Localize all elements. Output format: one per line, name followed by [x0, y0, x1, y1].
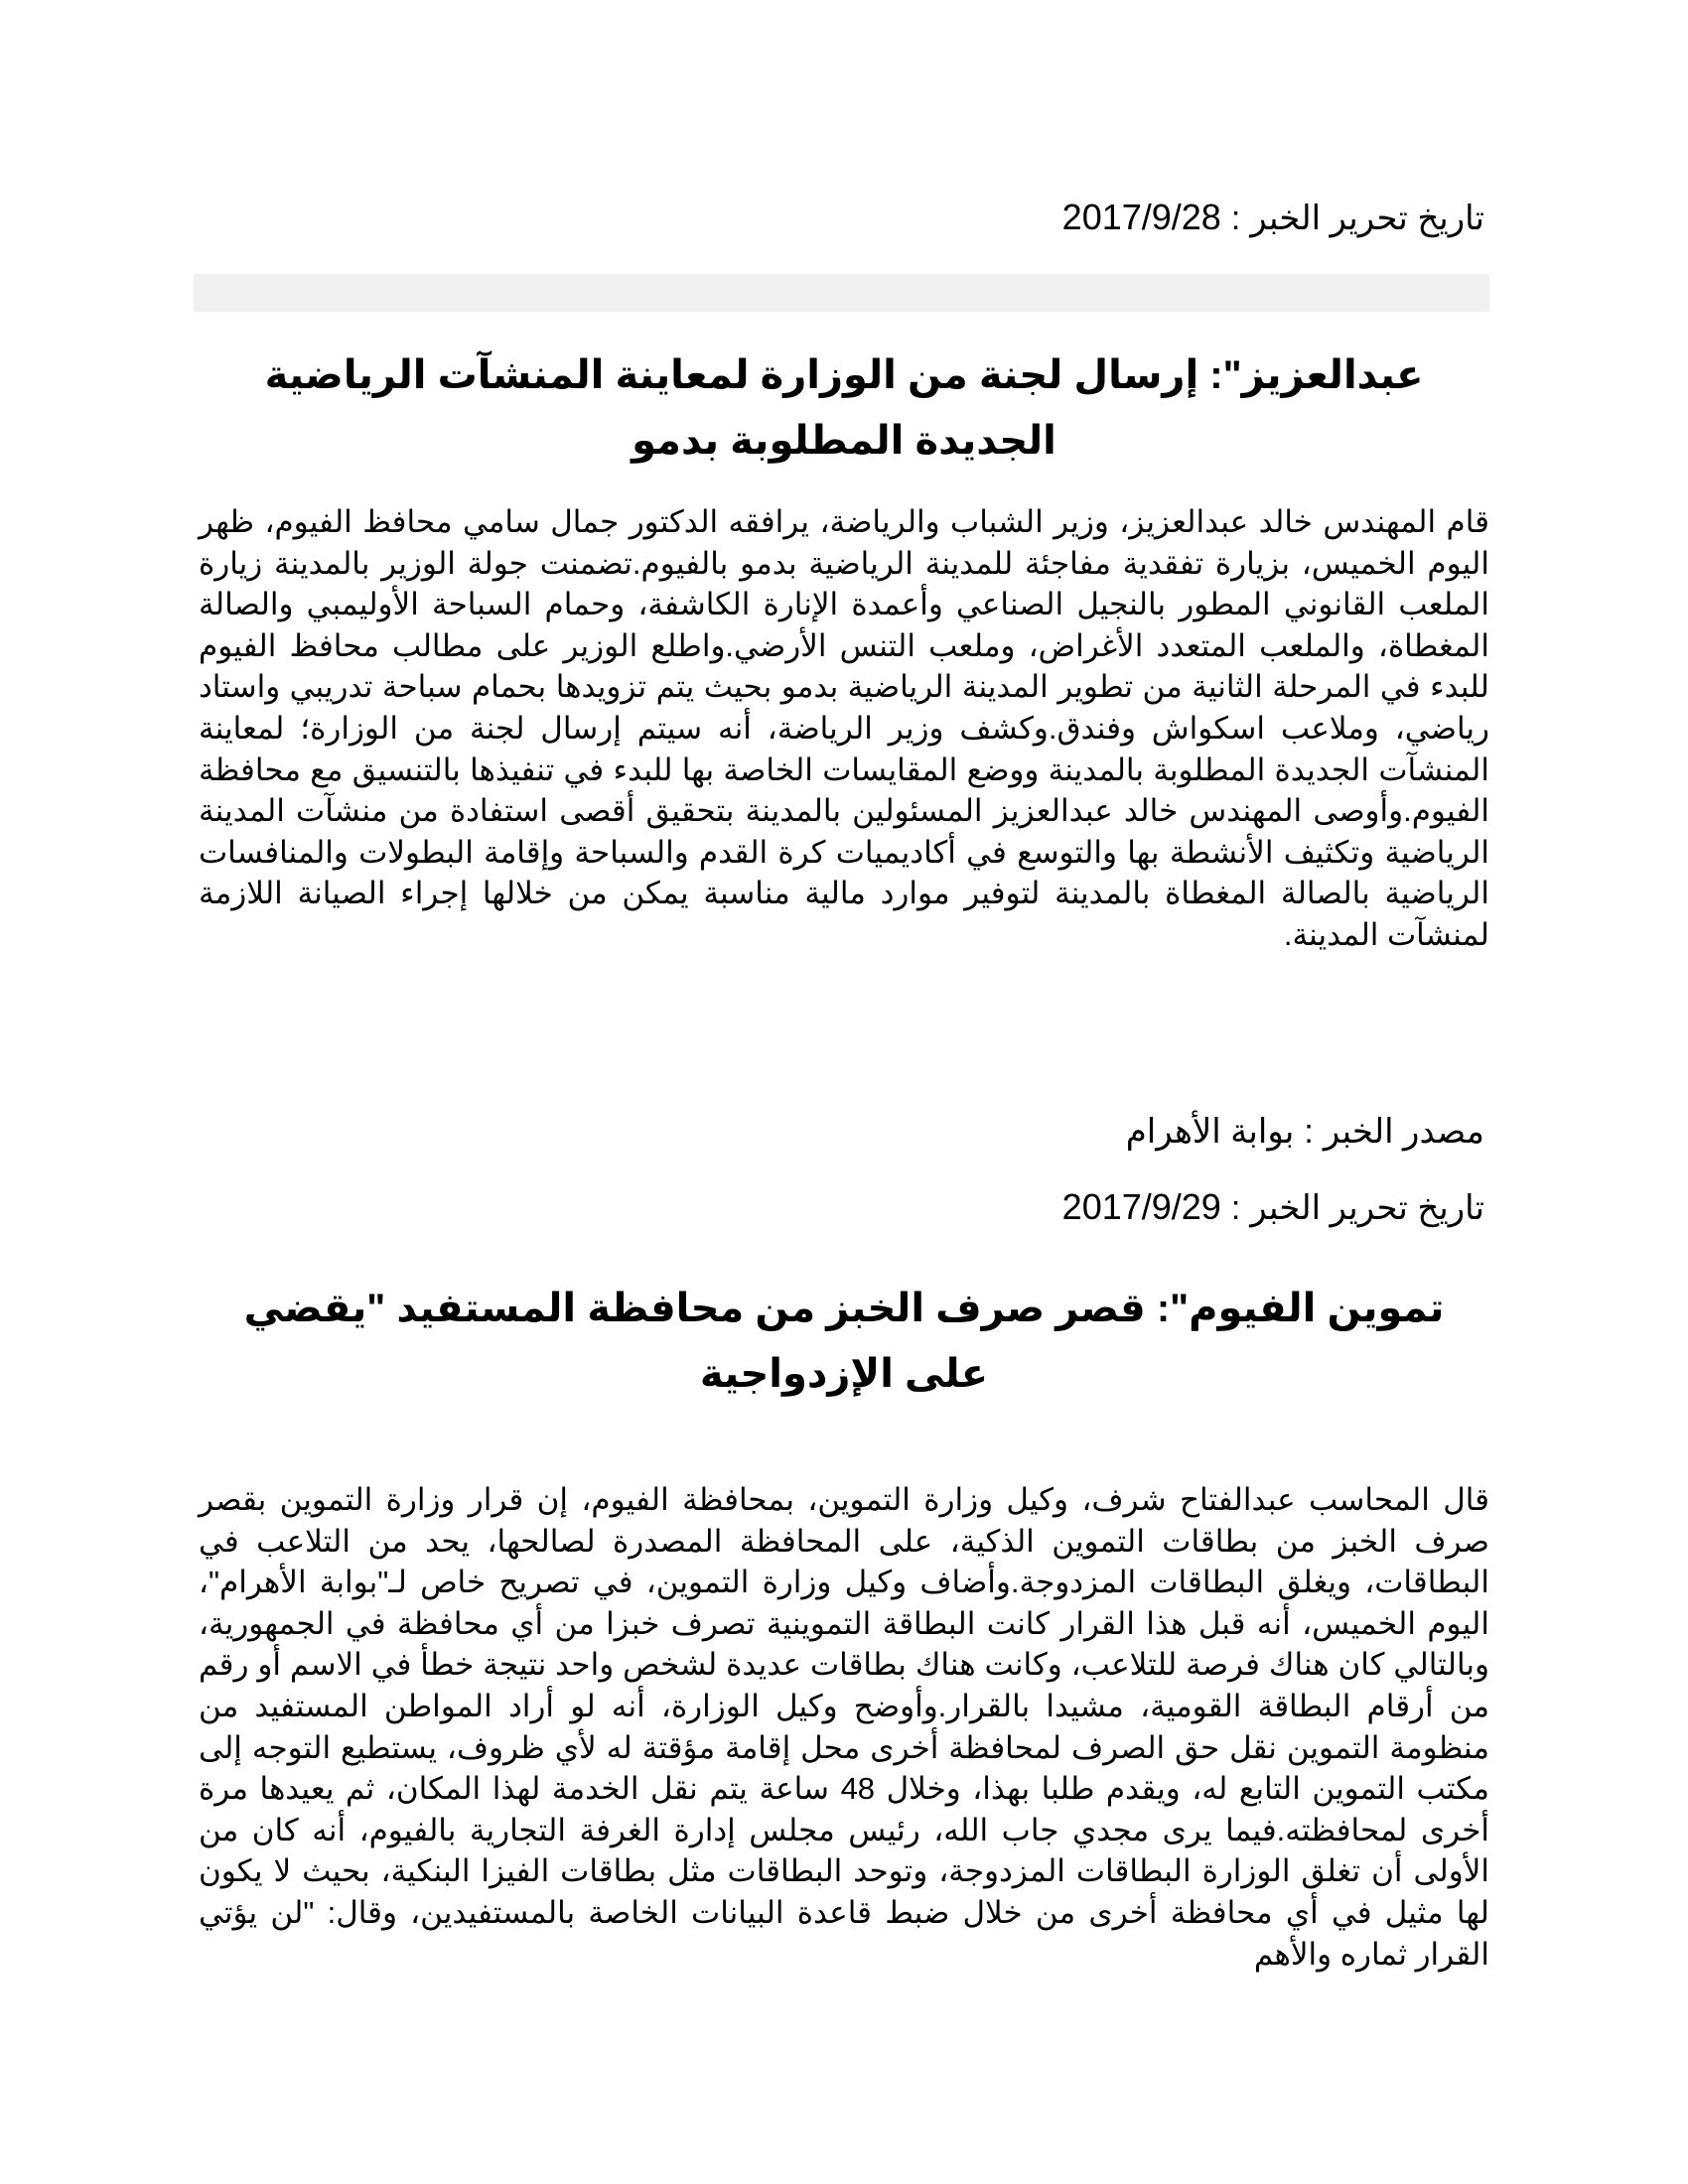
- article2-body: قال المحاسب عبدالفتاح شرف، وكيل وزارة التموين، بمحافظة الفيوم، إن قرار وزارة التموين بقصر صرف الخبز من بطاقات التموين الذكية، على المحافظة المصدرة لصالحها، يحد من التلاعب في البطاقات، ويغلق البطاقات المزدوجة.وأضاف وكيل وزارة التموين، في تصريح خاص لـ"بوابة الأهرام"، اليوم الخميس، أنه قبل هذا القرار كانت البطاقة التموينية تصرف خبزا من أي محافظة في الجمهورية، وبالتالي كان هناك فرصة للتلاعب، وكانت هناك بطاقات عديدة لشخص واحد نتيجة خطأ في الاسم أو رقم من أرقام البطاقة القومية، مشيدا بالقرار.وأوضح وكيل الوزارة، أنه لو أراد المواطن المستفيد من منظومة التموين نقل حق الصرف لمحافظة أخرى محل إقامة مؤقتة له لأي ظروف، يستطيع التوجه إلى مكتب التموين التابع له، ويقدم طلبا بهذا، وخلال 48 ساعة يتم نقل الخدمة لهذا المكان، ثم يعيدها مرة أخرى لمحافظته.فيما يرى مجدي جاب الله، رئيس مجلس إدارة الغرفة التجارية بالفيوم، أنه كان من الأولى أن تغلق الوزارة البطاقات المزدوجة، وتوحد البطاقات مثل بطاقات الفيزا البنكية، بحيث لا يكون لها مثيل في أي محافظة أخرى من خلال ضبط قاعدة البيانات الخاصة بالمستفيدين، وقال: "لن يؤتي القرار ثماره والأهم: [199, 1482, 1489, 1972]
- article2-date-line: [1062, 1186, 1484, 1228]
- article1-body: قام المهندس خالد عبدالعزيز، وزير الشباب والرياضة، يرافقه الدكتور جمال سامي محافظ الفيوم، ظهر اليوم الخميس، بزيارة تفقدية مفاجئة للمدينة الرياضية بدمو بالفيوم.تضمنت جولة الوزير بالمدينة زيارة الملعب القانوني المطور بالنجيل الصناعي وأعمدة الإنارة الكاشفة، وحمام السباحة الأوليمبي والصالة المغطاة، والملعب المتعدد الأغراض، وملعب التنس الأرضي.واطلع الوزير على مطالب محافظ الفيوم للبدء في المرحلة الثانية من تطوير المدينة الرياضية بدمو بحيث يتم تزويدها بحمام سباحة تدريبي واستاد رياضي، وملاعب اسكواش وفندق.وكشف وزير الرياضة، أنه سيتم إرسال لجنة من الوزارة؛ لمعاينة المنشآت الجديدة المطلوبة بالمدينة ووضع المقايسات الخاصة بها للبدء في تنفيذها بالتنسيق مع محافظة الفيوم.وأوصى المهندس خالد عبدالعزيز المسئولين بالمدينة بتحقيق أقصى استفادة من منشآت المدينة الرياضية وتكثيف الأنشطة بها والتوسع في أكاديميات كرة القدم والسباحة وإقامة البطولات والمنافسات الرياضية بالصالة المغطاة بالمدينة لتوفير موارد مالية مناسبة يمكن من خلالها إجراء الصيانة اللازمة لمنشآت المدينة.: [199, 504, 1489, 952]
- article2-source-line: [1126, 1112, 1484, 1152]
- article1-date-line: [1062, 197, 1484, 238]
- article1-headline: عبدالعزيز": إرسال لجنة من الوزارة لمعاينة المنشآت الرياضية الجديدة المطلوبة بدمو: [264, 353, 1424, 463]
- date-value: 2017/9/28: [1061, 197, 1221, 237]
- separator: :: [1230, 1189, 1241, 1227]
- article2-headline: تموين الفيوم": قصر صرف الخبز من محافظة المستفيد "يقضي على الإزدواجية: [243, 1287, 1445, 1396]
- source-label: مصدر الخبر: [1323, 1113, 1484, 1151]
- date-label: تاريخ تحرير الخبر: [1250, 200, 1484, 237]
- date-label: تاريخ تحرير الخبر: [1250, 1189, 1484, 1227]
- section-divider-bar: [194, 274, 1489, 312]
- source-value: بوابة الأهرام: [1125, 1113, 1295, 1151]
- separator: :: [1304, 1113, 1314, 1151]
- date-value: 2017/9/29: [1061, 1186, 1221, 1227]
- separator: :: [1230, 200, 1241, 237]
